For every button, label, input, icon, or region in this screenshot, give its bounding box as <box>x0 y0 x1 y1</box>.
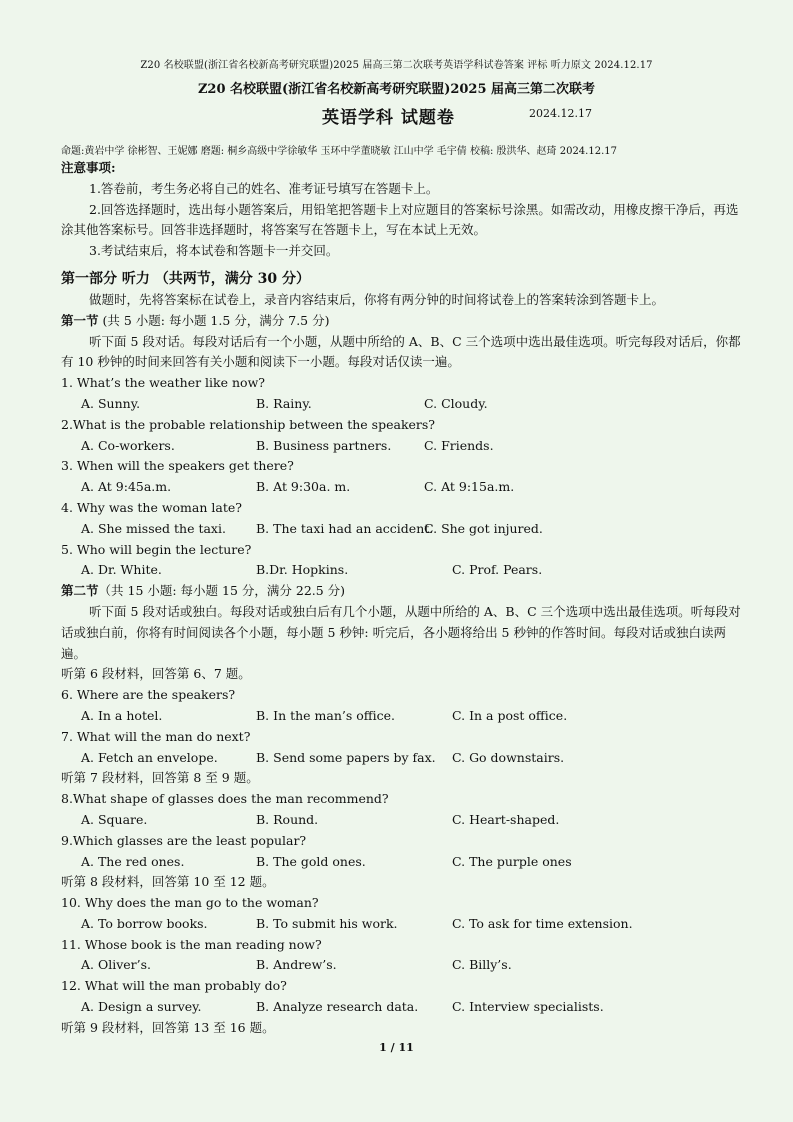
notice-item-2: 2.回答选择题时，选出每小题答案后，用铅笔把答题卡上对应题目的答案标号涂黑。如需改动，用橡皮擦干净后，再选涂其他答案标号。回答非选择题时，将答案写在答题卡上，写在本试上无效。 <box>61 201 739 238</box>
option-b: B. Andrew’s. <box>256 957 337 973</box>
option-c: C. Friends. <box>424 437 494 453</box>
question-options <box>61 852 741 873</box>
question-stem: 2.What is the probable relationship between the speakers? <box>61 416 436 432</box>
section2-label: 第二节 <box>61 583 99 599</box>
question-stem: 5. Who will begin the lecture? <box>61 541 252 557</box>
option-b: B. Analyze research data. <box>256 999 419 1015</box>
section1-info: (共 5 小题: 每小题 1.5 分，满分 7.5 分) <box>98 312 330 328</box>
question-stem: 6. Where are the speakers? <box>61 687 236 703</box>
option-c: C. Billy’s. <box>452 957 512 973</box>
option-c: C. Heart-shaped. <box>452 811 560 827</box>
material-note: 听第 7 段材料，回答第 8 至 9 题。 <box>61 770 259 786</box>
option-b: B. Business partners. <box>256 437 392 453</box>
question-options <box>61 394 741 415</box>
question-options <box>61 560 741 581</box>
part1-intro: 做题时，先将答案标在试卷上，录音内容结束后，你将有两分钟的时间将试卷上的答案转涂到答题卡上。 <box>89 291 665 307</box>
option-c: C. Cloudy. <box>424 395 488 411</box>
option-c: C. The purple ones <box>452 853 572 869</box>
option-a: A. Fetch an envelope. <box>81 749 218 765</box>
question-stem: 1. What’s the weather like now? <box>61 375 265 391</box>
section2-intro: 听下面 5 段对话或独白。每段对话或独白后有几个小题，从题中所给的 A、B、C 三个选项中选出最佳选项。听每段对话或独白前，你将有时间阅读各个小题，每小题 5 秒钟: 听完后，各小题将给出 5 秒钟的作答时间。每段对话或独白读两遍。 <box>61 603 741 661</box>
page-number: 1 / 11 <box>379 1041 414 1054</box>
question-stem: 9.Which glasses are the least popular? <box>61 832 307 848</box>
question-options <box>61 997 741 1018</box>
notice-heading: 注意事项: <box>61 160 116 175</box>
material-note: 听第 8 段材料，回答第 10 至 12 题。 <box>61 874 275 890</box>
option-c: C. To ask for time extension. <box>452 915 633 931</box>
option-a: A. She missed the taxi. <box>81 520 226 536</box>
section1-intro: 听下面 5 段对话。每段对话后有一个小题，从题中所给的 A、B、C 三个选项中选出最佳选项。听完每段对话后，你都有 10 秒钟的时间来回答有关小题和阅读下一小题。每段对话仅读一遍。 <box>61 333 741 370</box>
question-stem: 11. Whose book is the man reading now? <box>61 936 322 952</box>
option-b: B.Dr. Hopkins. <box>256 562 349 578</box>
question-stem: 4. Why was the woman late? <box>61 499 242 515</box>
option-a: A. Design a survey. <box>81 999 202 1015</box>
option-b: B. Rainy. <box>256 395 312 411</box>
material-note: 听第 9 段材料，回答第 13 至 16 题。 <box>61 1019 275 1035</box>
section1-heading <box>61 311 741 332</box>
option-b: B. Send some papers by fax. <box>256 749 436 765</box>
material-note: 听第 6 段材料，回答第 6、7 题。 <box>61 666 251 682</box>
question-stem: 3. When will the speakers get there? <box>61 458 294 474</box>
section1-label: 第一节 <box>61 312 99 328</box>
option-a: A. In a hotel. <box>81 707 163 723</box>
question-options <box>61 955 741 976</box>
option-b: B. In the man’s office. <box>256 707 396 723</box>
exam-body <box>61 158 741 1039</box>
option-c: C. She got injured. <box>424 520 543 536</box>
option-b: B. The taxi had an accident. <box>256 520 434 536</box>
question-options <box>61 519 741 540</box>
option-b: B. At 9:30a. m. <box>256 479 351 495</box>
section2-heading <box>61 581 741 602</box>
question-options <box>61 914 741 935</box>
running-header: Z20 名校联盟(浙江省名校新高考研究联盟)2025 届高三第二次联考英语学科试卷答案 评标 听力原文 2024.12.17 <box>140 60 653 71</box>
option-c: C. Interview specialists. <box>452 999 604 1015</box>
notice-item-1: 1.答卷前，考生务必将自己的姓名、准考证号填写在答题卡上。 <box>89 180 439 196</box>
exam-title: Z20 名校联盟(浙江省名校新高考研究联盟)2025 届高三第二次联考 <box>197 82 596 97</box>
exam-date: 2024.12.17 <box>529 107 592 120</box>
option-b: B. The gold ones. <box>256 853 366 869</box>
subject-title: 英语学科 试题卷 <box>322 108 455 128</box>
question-options <box>61 748 741 769</box>
section2-info: （共 15 小题: 每小题 15 分，满分 22.5 分) <box>98 583 346 599</box>
option-c: C. At 9:15a.m. <box>424 479 515 495</box>
question-options <box>61 810 741 831</box>
option-a: A. Oliver’s. <box>81 957 152 973</box>
option-a: A. To borrow books. <box>81 915 208 931</box>
question-stem: 12. What will the man probably do? <box>61 978 287 994</box>
question-stem: 10. Why does the man go to the woman? <box>61 895 319 911</box>
option-b: B. To submit his work. <box>256 915 398 931</box>
option-b: B. Round. <box>256 811 319 827</box>
part1-title: 第一部分 听力 （共两节，满分 30 分） <box>61 270 310 287</box>
option-c: C. Prof. Pears. <box>452 562 543 578</box>
subject-row <box>0 103 793 128</box>
question-stem: 7. What will the man do next? <box>61 728 251 744</box>
credits-line: 命题:黄岩中学 徐彬智、王妮娜 磨题: 桐乡高级中学徐敏华 玉环中学董晓敏 江山中学 毛宇倩 校稿: 殷洪华、赵琦 2024.12.17 <box>61 146 617 157</box>
question-options <box>61 436 741 457</box>
option-a: A. At 9:45a.m. <box>81 479 172 495</box>
option-c: C. In a post office. <box>452 707 568 723</box>
option-a: A. Co-workers. <box>81 437 175 453</box>
question-stem: 8.What shape of glasses does the man recommend? <box>61 791 389 807</box>
question-options <box>61 477 741 498</box>
option-a: A. Dr. White. <box>81 562 162 578</box>
option-a: A. Sunny. <box>81 395 141 411</box>
option-a: A. The red ones. <box>81 853 185 869</box>
option-a: A. Square. <box>81 811 148 827</box>
option-c: C. Go downstairs. <box>452 749 565 765</box>
question-options <box>61 706 741 727</box>
notice-item-3: 3.考试结束后，将本试卷和答题卡一并交回。 <box>89 243 339 259</box>
